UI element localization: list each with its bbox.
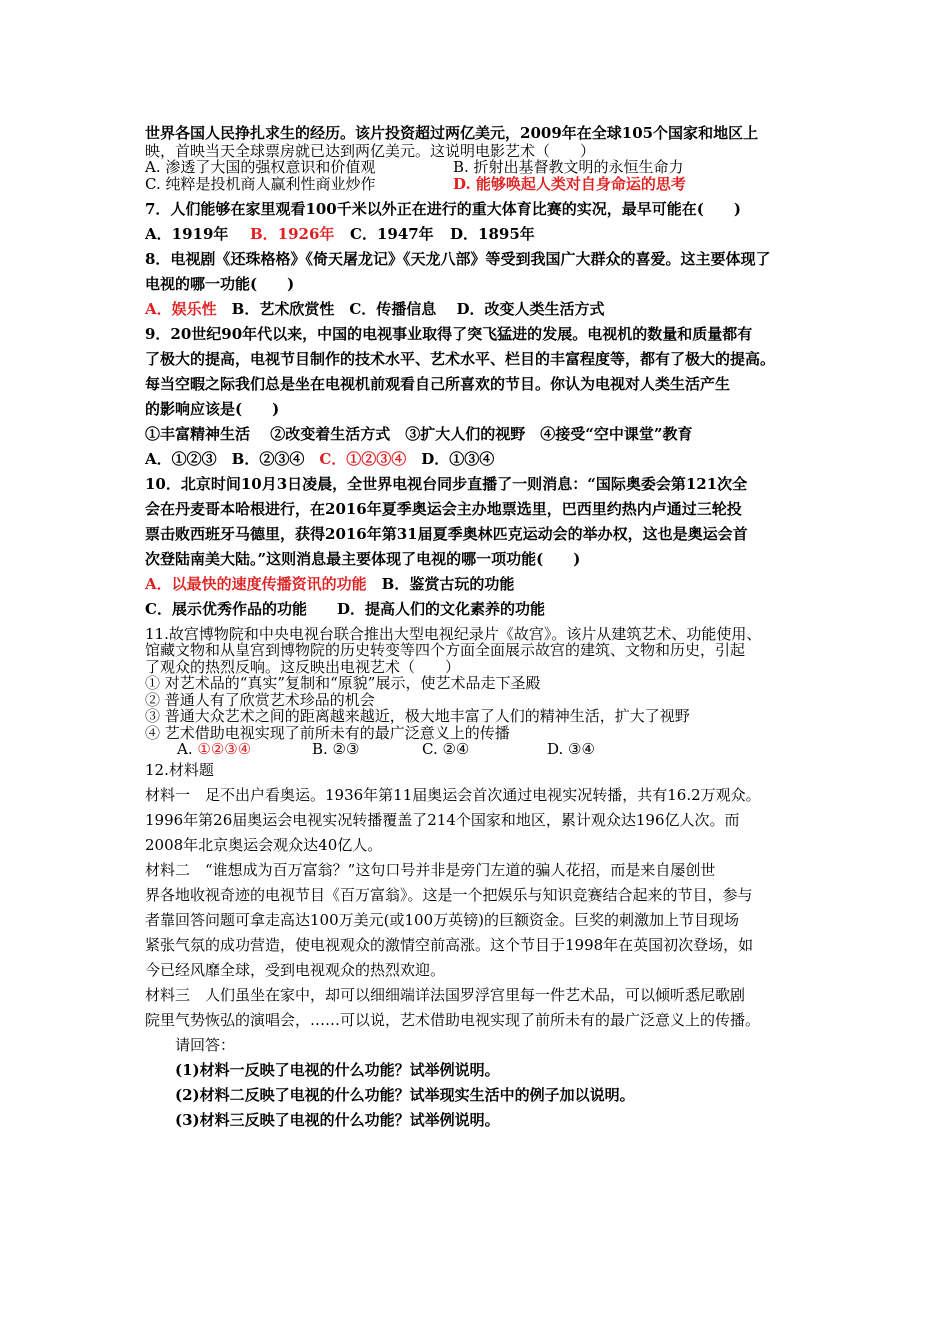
q11-option-a-value: ①②③④ — [197, 740, 252, 758]
q7-options — [145, 226, 825, 251]
q9-stem-line-3: 每当空暇之际我们总是坐在电视机前观看自己所喜欢的节目。你认为电视对人类生活产生 — [145, 374, 731, 393]
q12-material-3-line-1: 材料三 人们虽坐在家中，却可以细细端详法国罗浮宫里每一件艺术品，可以倾听悉尼歌剧 — [145, 985, 746, 1004]
q10-option-a: A．以最快的速度传播资讯的功能 — [145, 574, 367, 593]
question-10 — [145, 476, 825, 626]
question-7 — [145, 201, 825, 251]
q9-option-d: D．①③④ — [406, 449, 495, 468]
question-6 — [145, 125, 825, 201]
q10-stem-line-2: 会在丹麦哥本哈根进行，在2016年夏季奥运会主办地票选里，巴西里约热内卢通过三轮投 — [145, 499, 742, 518]
q9-stem-line-2: 了极大的提高，电视节目制作的技术水平、艺术水平、栏目的丰富程度等，都有了极大的提高。 — [145, 349, 776, 368]
q8-options-bcd: B．艺术欣赏性 C．传播信息 D．改变人类生活方式 — [216, 299, 605, 318]
q6-option-a: A. 渗透了大国的强权意识和价值观 — [145, 158, 376, 176]
question-11 — [145, 626, 825, 758]
q6-options-cd — [145, 176, 825, 201]
q10-stem-line-4: 次登陆南美大陆。”这则消息最主要体现了电视的哪一项功能( ) — [145, 549, 581, 568]
q6-option-b: B. 折射出基督教文明的永恒生命力 — [453, 158, 684, 176]
q11-item-4: ④ 艺术借助电视实现了前所未有的最广泛意义上的传播 — [145, 723, 510, 742]
q11-item-1: ① 对艺术品的“真实”复制和“原貌”展示，使艺术品走下圣殿 — [145, 674, 541, 692]
q11-option-b: B. ②③ — [312, 740, 360, 758]
q12-material-2-line-5: 今已经风靡全球，受到电视观众的热烈欢迎。 — [145, 960, 446, 979]
q11-stem-line-1: 11.故宫博物院和中央电视台联合推出大型电视纪录片《故宫》。该片从建筑艺术、功能使用、 — [145, 624, 762, 643]
question-12 — [145, 762, 825, 1137]
q12-material-2-line-4: 紧张气氛的成功营造，使电视观众的激情空前高涨。这个节目于1998年在英国初次登场，如 — [145, 935, 754, 954]
q12-material-3-line-2: 院里气势恢弘的演唱会，……可以说，艺术借助电视实现了前所未有的最广泛意义上的传播。 — [145, 1010, 761, 1029]
q12-material-2-line-3: 者靠回答问题可拿走高达100万美元(或100万英镑)的巨额资金。巨奖的刺激加上节目现场 — [145, 910, 739, 929]
q8-options — [145, 301, 825, 326]
q12-sub-question-2: (2)材料二反映了电视的什么功能？试举现实生活中的例子加以说明。 — [175, 1085, 635, 1104]
q10-stem-line-1: 10．北京时间10月3日凌晨，全世界电视台同步直播了一则消息：“国际奥委会第121次全 — [145, 474, 748, 493]
q11-option-a-label: A. — [177, 740, 198, 758]
q11-stem-line-3: 了观众的热烈反响。这反映出电视艺术（ ） — [145, 657, 461, 676]
q12-title: 12.材料题 — [145, 760, 214, 779]
q7-option-b: B．1926年 — [250, 224, 335, 243]
q9-options — [145, 451, 825, 476]
q10-options-cd — [145, 601, 825, 626]
q6-option-c: C. 纯粹是投机商人赢利性商业炒作 — [145, 174, 376, 193]
q11-stem-line-2: 馆藏文物和从皇宫到博物院的历史转变等四个方面全面展示故宫的建筑、文物和历史，引起 — [145, 641, 746, 659]
question-9 — [145, 326, 825, 476]
q10-option-c: C．展示优秀作品的功能 — [145, 599, 307, 618]
q12-material-2-line-2: 界各地收视奇迹的电视节目《百万富翁》。这是一个把娱乐与知识竞赛结合起来的节目，参与 — [145, 885, 753, 904]
q9-stem-line-1: 9．20世纪90年代以来，中国的电视事业取得了突飞猛进的发展。电视机的数量和质量都有 — [145, 324, 753, 343]
q11-option-c: C. ②④ — [422, 740, 470, 758]
q10-stem-line-3: 票击败西班牙马德里，获得2016年第31届夏季奥林匹克运动会的举办权，这也是奥运会首 — [145, 524, 748, 543]
q8-option-a: A．娱乐性 — [145, 299, 217, 318]
q9-option-c: C．①②③④ — [319, 449, 407, 468]
q10-option-b: B．鉴赏古玩的功能 — [366, 574, 515, 593]
question-8 — [145, 251, 825, 326]
q7-option-d: D．1895年 — [450, 224, 535, 243]
q6-options-ab — [145, 159, 825, 176]
q6-stem-line-1: 世界各国人民挣扎求生的经历。该片投资超过两亿美元，2009年在全球105个国家和地区上 — [145, 124, 759, 142]
q11-options — [145, 741, 825, 758]
q12-material-2-line-1: 材料二 “谁想成为百万富翁？”这句口号并非是旁门左道的骗人花招，而是来自屡创世 — [145, 860, 716, 879]
q12-sub-question-1: (1)材料一反映了电视的什么功能？试举例说明。 — [175, 1060, 500, 1079]
q12-material-1-line-3: 2008年北京奥运会观众达40亿人。 — [145, 835, 383, 854]
q6-stem-line-2: 映，首映当天全球票房就已达到两亿美元。这说明电影艺术（ ） — [145, 141, 596, 160]
q8-stem-line-2: 电视的哪一功能( ) — [145, 274, 295, 293]
q11-item-3: ③ 普通大众艺术之间的距离越来越近，极大地丰富了人们的精神生活，扩大了视野 — [145, 707, 690, 725]
q9-items: ①丰富精神生活 ②改变着生活方式 ③扩大人们的视野 ④接受“空中课堂”教育 — [145, 424, 693, 443]
q7-option-c: C．1947年 — [350, 224, 434, 243]
q10-options-ab — [145, 576, 825, 601]
q11-option-d: D. ③④ — [547, 740, 595, 758]
q7-option-a: A．1919年 — [145, 224, 229, 243]
q10-option-d: D．提高人们的文化素养的功能 — [306, 599, 545, 618]
q12-sub-question-3: (3)材料三反映了电视的什么功能？试举例说明。 — [175, 1110, 500, 1129]
q11-item-2: ② 普通人有了欣赏艺术珍品的机会 — [145, 690, 375, 709]
q9-options-ab: A．①②③ B．②③④ — [145, 449, 320, 468]
q12-material-1-line-2: 1996年第26届奥运会电视实况转播覆盖了214个国家和地区，累计观众达196亿人次。而 — [145, 810, 740, 829]
q12-prompt: 请回答： — [175, 1035, 236, 1054]
q7-stem: 7．人们能够在家里观看100千米以外正在进行的重大体育比赛的实况，最早可能在( ) — [145, 199, 741, 218]
q12-material-1-line-1: 材料一 足不出户看奥运。1936年第11届奥运会首次通过电视实况转播，共有16.2万观众。 — [145, 785, 761, 804]
q9-stem-line-4: 的影响应该是( ) — [145, 399, 280, 418]
document-content — [145, 125, 825, 1137]
q6-option-d: D. 能够唤起人类对自身命运的思考 — [453, 174, 686, 193]
q8-stem-line-1: 8．电视剧《还珠格格》《倚天屠龙记》《天龙八部》等受到我国广大群众的喜爱。这主要体现了 — [145, 249, 771, 268]
